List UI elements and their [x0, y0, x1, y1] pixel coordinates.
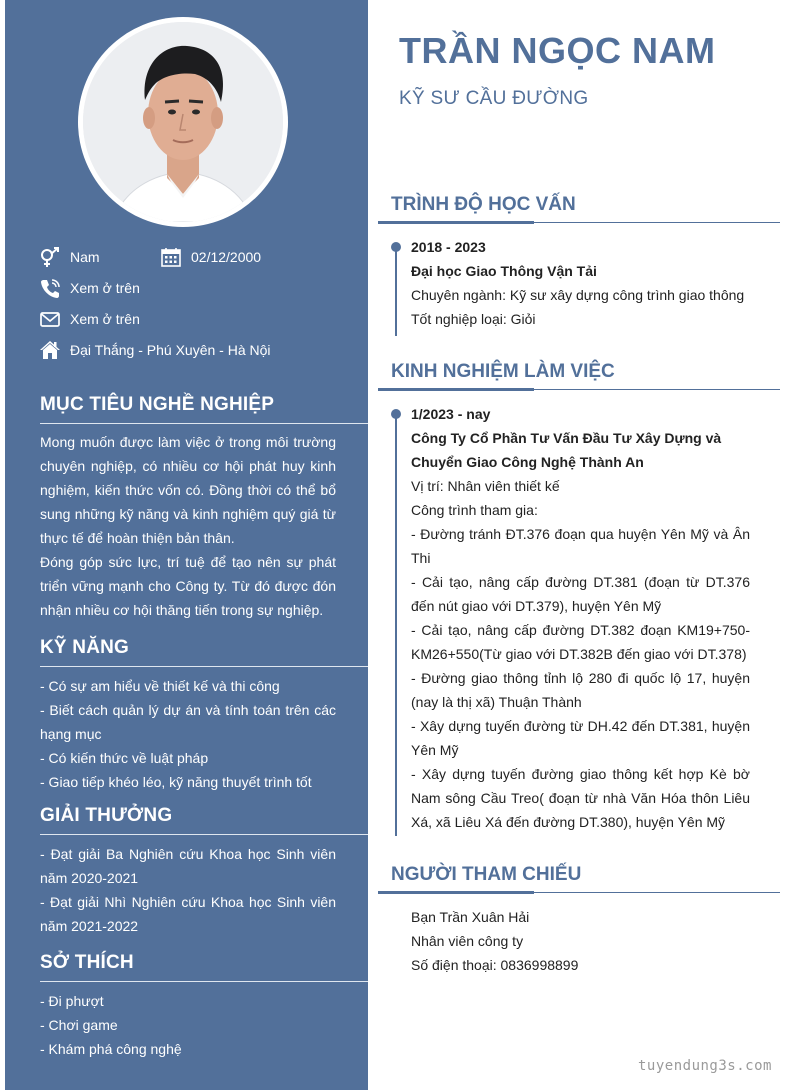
- home-icon: [39, 339, 61, 361]
- objective-title: MỤC TIÊU NGHỀ NGHIỆP: [40, 394, 275, 415]
- skills-rule: [40, 666, 368, 667]
- experience-timeline-dot: [391, 409, 401, 419]
- mail-icon: [39, 308, 61, 330]
- avatar: [83, 22, 283, 222]
- project-item: - Xây dựng tuyến đường từ DH.42 đến DT.381, huyện Yên Mỹ: [411, 718, 750, 758]
- gender-icon: [39, 246, 61, 268]
- hobbies-list: [40, 989, 336, 1061]
- gender-value: Nam: [70, 249, 100, 265]
- education-timeline: [395, 246, 397, 336]
- contact-address: [39, 339, 271, 361]
- contact-phone: [39, 277, 140, 299]
- sidebar: [5, 0, 368, 1090]
- education-rule: [378, 222, 780, 223]
- avatar-photo: [83, 22, 283, 222]
- project-item: - Đường giao thông tỉnh lộ 280 đi quốc lộ 17, huyện (nay là thị xã) Thuận Thành: [411, 670, 750, 710]
- phone-icon: [39, 277, 61, 299]
- skill-item: - Có kiến thức về luật pháp: [40, 750, 209, 766]
- objective-paragraph-1: Mong muốn được làm việc ở trong môi trường chuyên nghiệp, có nhiều cơ hội phát huy kinh nghiệm, kiến thức vốn có. Đồng thời có thể bổ sung những kỹ năng và kinh nghiệm quý giá từ thực tế để hoàn thiện bản thân.: [40, 434, 336, 546]
- education-period: 2018 - 2023: [411, 239, 486, 255]
- hobbies-rule: [40, 981, 368, 982]
- reference-entry: [411, 905, 750, 977]
- hobby-item: - Đi phượt: [40, 993, 104, 1009]
- phone-value: Xem ở trên: [70, 280, 140, 296]
- education-major: Chuyên ngành: Kỹ sư xây dựng công trình giao thông: [411, 287, 745, 303]
- project-item: - Cải tạo, nâng cấp đường DT.381 (đoạn từ DT.376 đến nút giao với DT.379), huyện Yên Mỹ: [411, 574, 750, 614]
- project-item: - Xây dựng tuyến đường giao thông kết hợp Kè bờ Nam sông Cầu Treo( đoạn từ nhà Văn Hóa thôn Liêu Xá, xã Liêu Xá đến đường DT.380), huyện Yên Mỹ: [411, 766, 750, 830]
- experience-period: 1/2023 - nay: [411, 406, 491, 422]
- reference-name: Bạn Trần Xuân Hải: [411, 909, 530, 925]
- reference-position: Nhân viên công ty: [411, 933, 524, 949]
- skills-list: [40, 674, 336, 794]
- contact-birthday: [160, 246, 261, 268]
- hobby-item: - Khám phá công nghệ: [40, 1041, 182, 1057]
- candidate-name: TRẦN NGỌC NAM: [399, 30, 716, 71]
- hobbies-title: SỞ THÍCH: [40, 952, 134, 973]
- avatar-frame: [78, 17, 288, 227]
- experience-rule: [378, 389, 780, 390]
- reference-rule: [378, 892, 780, 893]
- objective-rule: [40, 423, 368, 424]
- contact-gender: [39, 246, 100, 268]
- candidate-role: KỸ SƯ CẦU ĐƯỜNG: [399, 88, 589, 109]
- skill-item: - Có sự am hiểu về thiết kế và thi công: [40, 678, 280, 694]
- awards-rule: [40, 834, 368, 835]
- email-value: Xem ở trên: [70, 311, 140, 327]
- watermark: tuyendung3s.com: [638, 1058, 772, 1074]
- contact-email: [39, 308, 140, 330]
- objective-text: [40, 430, 336, 622]
- project-item: - Đường tránh ĐT.376 đoạn qua huyện Yên Mỹ và Ân Thi: [411, 526, 750, 566]
- awards-title: GIẢI THƯỞNG: [40, 805, 173, 826]
- experience-company: Công Ty Cổ Phần Tư Vấn Đầu Tư Xây Dựng và Chuyển Giao Công Nghệ Thành An: [411, 430, 722, 470]
- education-grade: Tốt nghiệp loại: Giỏi: [411, 311, 536, 327]
- reference-phone: Số điện thoại: 0836998899: [411, 957, 579, 973]
- award-item: - Đạt giải Nhì Nghiên cứu Khoa học Sinh viên năm 2021-2022: [40, 894, 336, 934]
- objective-paragraph-2: Đóng góp sức lực, trí tuệ để tạo nên sự phát triển vững mạnh cho Công ty. Từ đó được đón nhận nhiều cơ hội thăng tiến trong sự nghiệp.: [40, 554, 336, 618]
- education-timeline-dot: [391, 242, 401, 252]
- experience-projects-label: Công trình tham gia:: [411, 502, 538, 518]
- project-item: - Cải tạo, nâng cấp đường DT.382 đoạn KM19+750-KM26+550(Từ giao với DT.382B đến giao với DT.378): [411, 622, 750, 662]
- birthday-value: 02/12/2000: [191, 249, 262, 265]
- education-title: TRÌNH ĐỘ HỌC VẤN: [391, 194, 576, 215]
- education-school: Đại học Giao Thông Vận Tải: [411, 263, 597, 279]
- experience-position: Vị trí: Nhân viên thiết kế: [411, 478, 560, 494]
- reference-title: NGƯỜI THAM CHIẾU: [391, 864, 582, 885]
- experience-entry: [411, 402, 750, 834]
- skills-title: KỸ NĂNG: [40, 637, 130, 658]
- award-item: - Đạt giải Ba Nghiên cứu Khoa học Sinh viên năm 2020-2021: [40, 846, 336, 886]
- hobby-item: - Chơi game: [40, 1017, 118, 1033]
- skill-item: - Biết cách quản lý dự án và tính toán trên các hạng mục: [40, 702, 336, 742]
- awards-list: [40, 842, 336, 938]
- address-value: Đại Thắng - Phú Xuyên - Hà Nội: [70, 342, 271, 358]
- education-entry: [411, 235, 750, 331]
- skill-item: - Giao tiếp khéo léo, kỹ năng thuyết trình tốt: [40, 774, 312, 790]
- calendar-icon: [160, 246, 182, 268]
- experience-title: KINH NGHIỆM LÀM VIỆC: [391, 361, 615, 382]
- experience-timeline: [395, 413, 397, 836]
